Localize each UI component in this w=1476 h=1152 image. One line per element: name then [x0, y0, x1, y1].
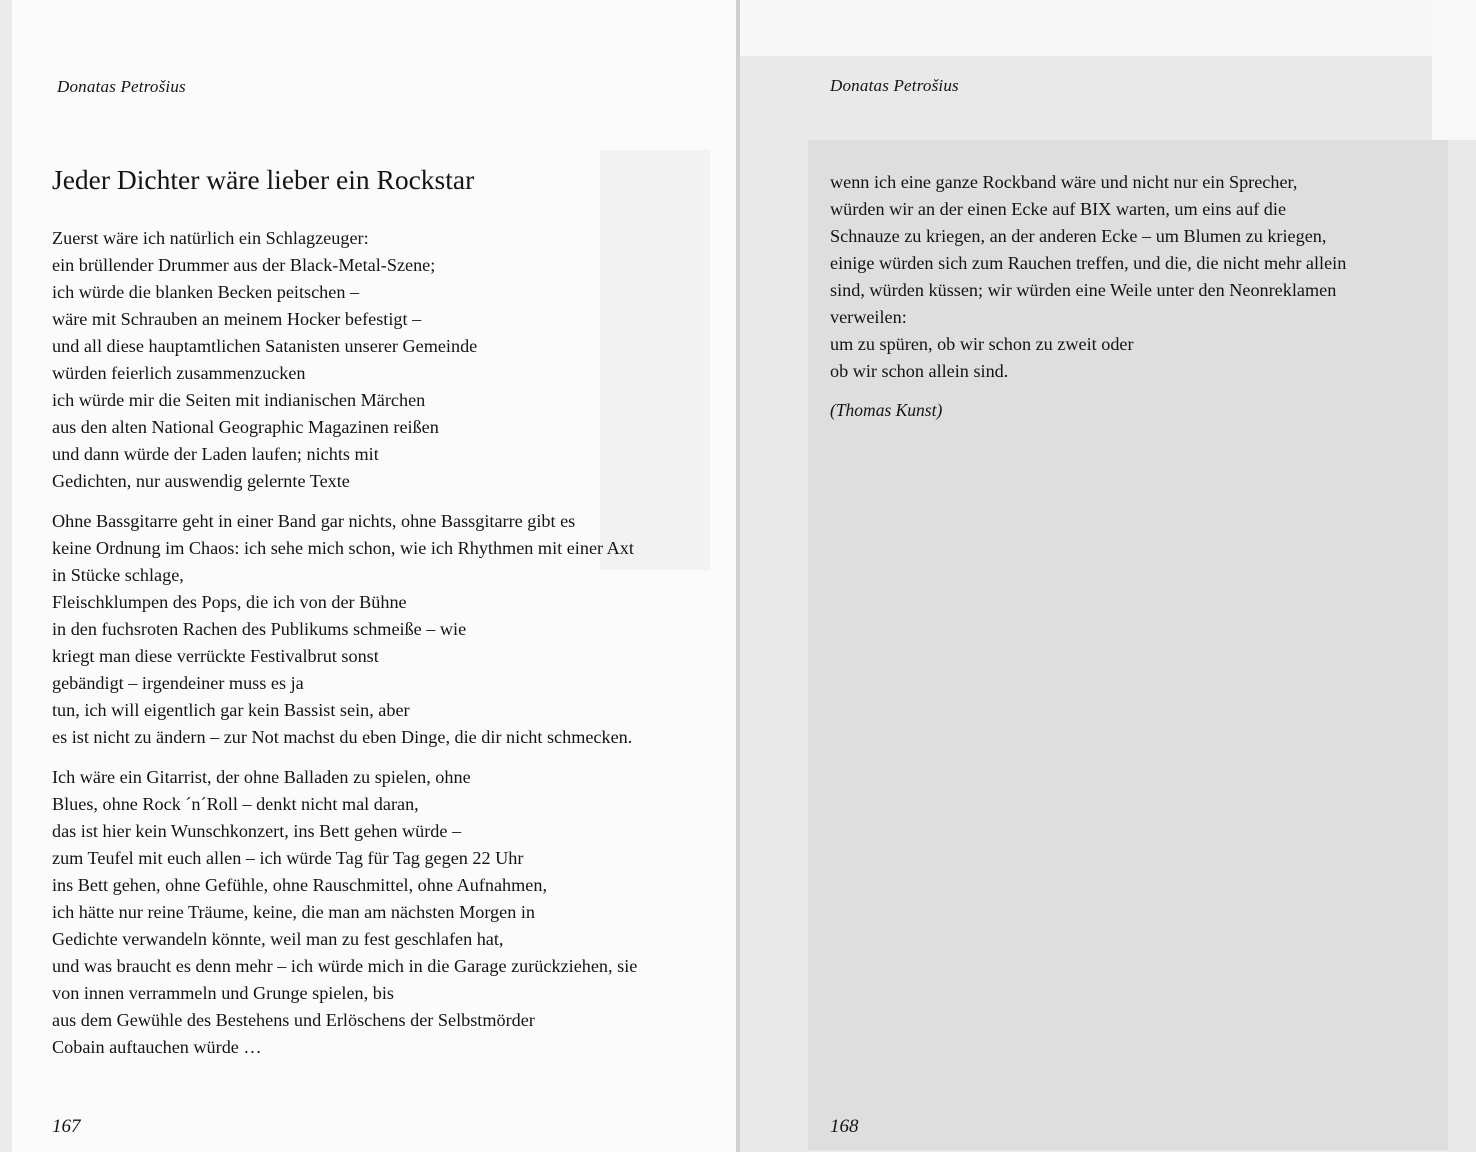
poem-line: und all diese hauptamtlichen Satanisten unserer Gemeinde — [52, 336, 478, 356]
poem-line: Fleischklumpen des Pops, die ich von der Bühne — [52, 592, 407, 612]
stanza-continuation — [830, 169, 1346, 385]
poem-line: würden feierlich zusammenzucken — [52, 363, 306, 383]
poem-line: gebändigt – irgendeiner muss es ja — [52, 673, 304, 693]
poem-line: um zu spüren, ob wir schon zu zweit oder — [830, 334, 1134, 354]
poem-line: ein brüllender Drummer aus der Black-Metal-Szene; — [52, 255, 436, 275]
poem-line: ins Bett gehen, ohne Gefühle, ohne Rauschmittel, ohne Aufnahmen, — [52, 875, 547, 895]
poem-line: Schnauze zu kriegen, an der anderen Ecke – um Blumen zu kriegen, — [830, 226, 1327, 246]
right-page — [738, 0, 1476, 1152]
poem-line: ich hätte nur reine Träume, keine, die man am nächsten Morgen in — [52, 902, 536, 922]
poem-line: Ohne Bassgitarre geht in einer Band gar nichts, ohne Bassgitarre gibt es — [52, 511, 576, 531]
poem-line: Gedichte verwandeln könnte, weil man zu fest geschlafen hat, — [52, 929, 504, 949]
poem-line: tun, ich will eigentlich gar kein Bassist sein, aber — [52, 700, 410, 720]
stanza-2 — [52, 508, 634, 751]
page-edge-shadow — [0, 0, 12, 1152]
poem-line: von innen verrammeln und Grunge spielen, bis — [52, 983, 394, 1003]
running-head-right: Donatas Petrošius — [830, 76, 959, 95]
stanza-1 — [52, 225, 477, 495]
poem-line: kriegt man diese verrückte Festivalbrut sonst — [52, 646, 379, 666]
poem-line: das ist hier kein Wunschkonzert, ins Bett gehen würde – — [52, 821, 462, 841]
poem-line: und dann würde der Laden laufen; nichts mit — [52, 444, 379, 464]
poem-line: ich würde mir die Seiten mit indianischen Märchen — [52, 390, 426, 410]
poem-line: Ich wäre ein Gitarrist, der ohne Balladen zu spielen, ohne — [52, 767, 471, 787]
poem-line: Zuerst wäre ich natürlich ein Schlagzeuger: — [52, 228, 369, 248]
poem-line: und was braucht es denn mehr – ich würde mich in die Garage zurückziehen, sie — [52, 956, 638, 976]
running-head-left: Donatas Petrošius — [57, 77, 186, 96]
scan-top-margin — [738, 0, 1476, 56]
poem-line: verweilen: — [830, 307, 907, 327]
poem-line: Cobain auftauchen würde … — [52, 1037, 262, 1057]
poem-line: in den fuchsroten Rachen des Publikums schmeiße – wie — [52, 619, 467, 639]
poem-line: ob wir schon allein sind. — [830, 361, 1009, 381]
scan-corner-patch — [1432, 0, 1476, 140]
book-spine-gutter — [736, 0, 740, 1152]
poem-line: wenn ich eine ganze Rockband wäre und nicht nur ein Sprecher, — [830, 172, 1298, 192]
poem-line: aus dem Gewühle des Bestehens und Erlöschens der Selbstmörder — [52, 1010, 535, 1030]
page-number-left: 167 — [52, 1116, 81, 1137]
poem-line: keine Ordnung im Chaos: ich sehe mich schon, wie ich Rhythmen mit einer Axt — [52, 538, 634, 558]
poem-line: zum Teufel mit euch allen – ich würde Tag für Tag gegen 22 Uhr — [52, 848, 524, 868]
poem-line: Blues, ohne Rock ´n´Roll – denkt nicht mal daran, — [52, 794, 419, 814]
poem-line: in Stücke schlage, — [52, 565, 184, 585]
translator-credit: (Thomas Kunst) — [830, 400, 943, 420]
scan-overlap-patch — [600, 150, 710, 570]
poem-line: Gedichten, nur auswendig gelernte Texte — [52, 471, 350, 491]
poem-line: ich würde die blanken Becken peitschen – — [52, 282, 360, 302]
poem-line: sind, würden küssen; wir würden eine Weile unter den Neonreklamen — [830, 280, 1337, 300]
poem-title: Jeder Dichter wäre lieber ein Rockstar — [52, 164, 475, 195]
stanza-3 — [52, 764, 637, 1061]
poem-line: einige würden sich zum Rauchen treffen, und die, die nicht mehr allein — [830, 253, 1347, 273]
poem-line: aus den alten National Geographic Magazinen reißen — [52, 417, 439, 437]
poem-line: würden wir an der einen Ecke auf BIX warten, um eins auf die — [830, 199, 1287, 219]
poem-line: es ist nicht zu ändern – zur Not machst du eben Dinge, die dir nicht schmecken. — [52, 727, 633, 747]
page-number-right: 168 — [830, 1116, 859, 1137]
poem-line: wäre mit Schrauben an meinem Hocker befestigt – — [52, 309, 422, 329]
